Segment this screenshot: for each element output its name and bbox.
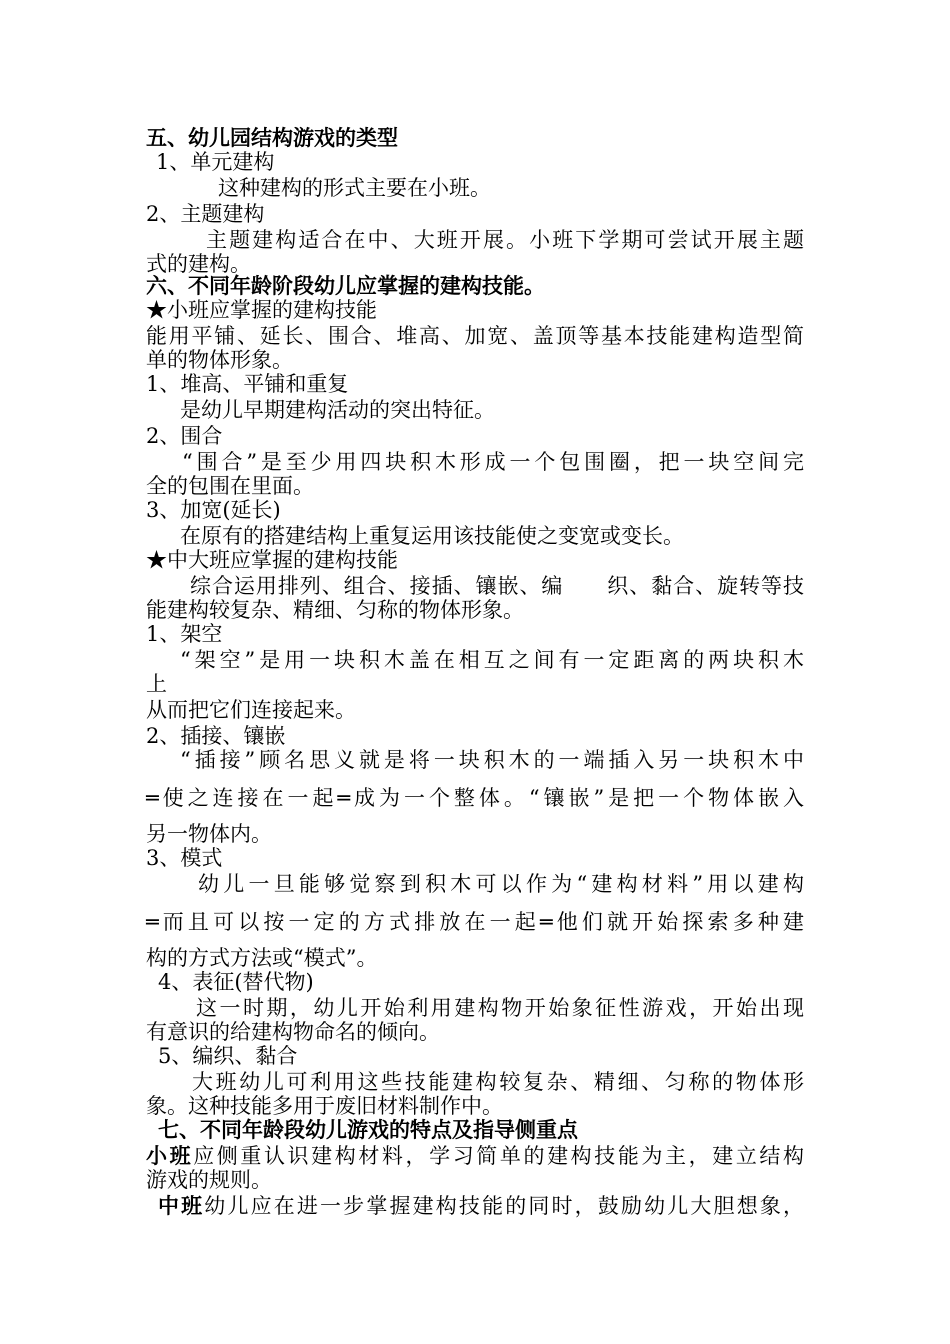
small-item-2-text-line-1: “围合”是至少用四块积木形成一个包围圈，把一块空间完: [182, 450, 804, 474]
small-class-skills-title: ★小班应掌握的建构技能: [146, 298, 377, 322]
small-class-label: 小班: [146, 1144, 194, 1168]
mid-big-class-intro-line-1: 综合运用排列、组合、接插、镶嵌、编 织、黏合、旋转等技: [190, 574, 804, 598]
big-item-3-text-line-1: 幼儿一旦能够觉察到积木可以作为“建构材料”用以建构: [198, 872, 804, 896]
small-class-intro-line-2: 单的物体形象。: [146, 348, 293, 372]
small-class-intro-line-1: 能用平铺、延长、围合、堆高、加宽、盖顶等基本技能建构造型简: [146, 324, 804, 348]
big-item-1-title: 1、架空: [146, 622, 223, 646]
mid-class-text: 幼儿应在进一步掌握建构技能的同时，鼓励幼儿大胆想象，: [204, 1194, 804, 1218]
big-item-1-text-line-1: “架空”是用一块积木盖在相互之间有一定距离的两块积木: [180, 648, 804, 672]
small-item-1-title: 1、堆高、平铺和重复: [146, 372, 349, 396]
small-class-text: 应侧重认识建构材料，学习简单的建构技能为主，建立结构: [193, 1144, 804, 1168]
big-item-1-text-line-2: 上: [146, 672, 167, 696]
big-item-2-text-line-2: ═使之连接在一起═成为一个整体。“镶嵌”是把一个物体嵌入: [146, 786, 804, 810]
big-item-2-text-line-1: “插接”顾名思义就是将一块积木的一端插入另一块积木中: [180, 748, 804, 772]
big-item-4-text-line-1: 这一时期，幼儿开始利用建构物开始象征性游戏，开始出现: [196, 996, 804, 1020]
s5-item-2-text-line-2: 式的建构。: [146, 252, 251, 276]
big-item-5-text-line-1: 大班幼儿可利用这些技能建构较复杂、精细、匀称的物体形: [192, 1070, 804, 1094]
s7-small-class-line-1: [146, 1144, 804, 1168]
big-item-4-text-line-2: 有意识的给建构物命名的倾向。: [146, 1020, 440, 1044]
big-item-3-text-line-3: 构的方式方法或“模式”。: [146, 946, 378, 970]
s7-small-class-line-2: 游戏的规则。: [146, 1168, 272, 1192]
section-7-heading: 七、不同年龄段幼儿游戏的特点及指导侧重点: [158, 1118, 578, 1142]
small-item-3-text: 在原有的搭建结构上重复运用该技能使之变宽或变长。: [180, 524, 684, 548]
s5-item-2-title: 2、主题建构: [146, 202, 265, 226]
section-6-heading: 六、不同年龄阶段幼儿应掌握的建构技能。: [146, 274, 545, 298]
section-5-heading: 五、幼儿园结构游戏的类型: [146, 126, 398, 150]
s7-mid-class-line-1: [158, 1194, 804, 1218]
s5-item-1-title: 1、单元建构: [156, 150, 275, 174]
big-item-3-text-line-2: ═而且可以按一定的方式排放在一起═他们就开始探索多种建: [146, 910, 804, 934]
s5-item-2-text-line-1: 主题建构适合在中、大班开展。小班下学期可尝试开展主题: [206, 228, 804, 252]
mid-big-class-skills-title: ★中大班应掌握的建构技能: [146, 548, 398, 572]
small-item-3-title: 3、加宽(延长): [146, 498, 281, 522]
mid-big-class-intro-line-2: 能建构较复杂、精细、匀称的物体形象。: [146, 598, 524, 622]
big-item-3-title: 3、模式: [146, 846, 223, 870]
small-item-1-text: 是幼儿早期建构活动的突出特征。: [180, 398, 495, 422]
big-item-5-text-line-2: 象。这种技能多用于废旧材料制作中。: [146, 1094, 503, 1118]
small-item-2-title: 2、围合: [146, 424, 223, 448]
big-item-4-title: 4、表征(替代物): [158, 970, 314, 994]
mid-class-label: 中班: [158, 1194, 205, 1218]
s5-item-1-text: 这种建构的形式主要在小班。: [218, 176, 491, 200]
big-item-2-text-line-3: 另一物体内。: [146, 822, 272, 846]
big-item-2-title: 2、插接、镶嵌: [146, 724, 286, 748]
small-item-2-text-line-2: 全的包围在里面。: [146, 474, 314, 498]
big-item-1-text-line-3: 从而把它们连接起来。: [146, 698, 356, 722]
big-item-5-title: 5、编织、黏合: [158, 1044, 298, 1068]
